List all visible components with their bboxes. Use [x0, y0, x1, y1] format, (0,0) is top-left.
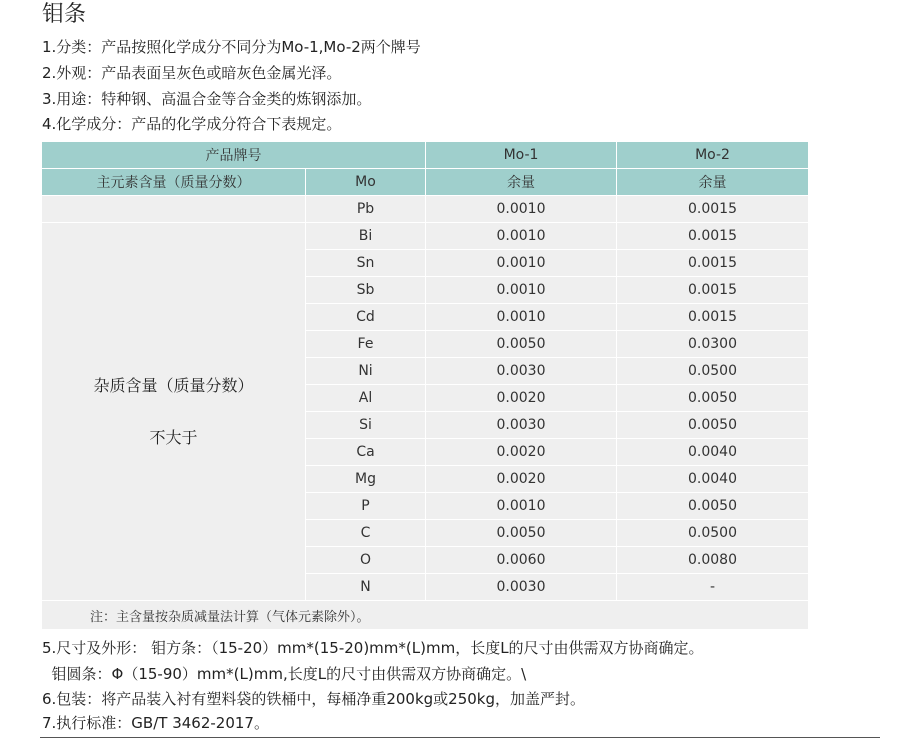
outro-line-dimensions: 5.尺寸及外形： 钼方条：（15-20）mm*(15-20)mm*(L)mm，长度L的尺寸由供需双方协商确定。	[42, 639, 704, 657]
mo1-value-cell: 0.0050	[426, 520, 617, 547]
table-row	[42, 196, 809, 223]
outro-line-packaging: 6.包装：将产品装入衬有塑料袋的铁桶中，每桶净重200kg或250kg，加盖严封。	[42, 690, 585, 708]
table-row	[42, 223, 809, 250]
element-cell: Pb	[306, 196, 426, 223]
impurity-label: 杂质含量（质量分数）	[93, 375, 254, 395]
element-cell: Sb	[306, 277, 426, 304]
mo2-value-cell: -	[617, 574, 809, 601]
intro-line-appearance: 2.外观：产品表面呈灰色或暗灰色金属光泽。	[42, 64, 342, 82]
mo2-value-cell: 0.0015	[617, 250, 809, 277]
mo1-value-cell: 0.0010	[426, 223, 617, 250]
mo2-value-cell: 0.0040	[617, 466, 809, 493]
header-grade-mo1: Mo-1	[426, 142, 617, 169]
table-note: 注：主含量按杂质减量法计算（气体元素除外）。	[42, 601, 809, 630]
mo1-value-cell: 0.0030	[426, 358, 617, 385]
mo2-value-cell: 0.0050	[617, 412, 809, 439]
mo2-value-cell: 0.0080	[617, 547, 809, 574]
outro-line-standard: 7.执行标准：GB/T 3462-2017。	[42, 714, 269, 732]
bottom-divider	[40, 737, 880, 738]
mo2-value-cell: 0.0500	[617, 358, 809, 385]
mo1-value-cell: 0.0010	[426, 493, 617, 520]
element-cell: N	[306, 574, 426, 601]
impurity-label-cell	[42, 223, 306, 601]
main-element-mo1: 余量	[426, 169, 617, 196]
mo2-value-cell: 0.0300	[617, 331, 809, 358]
element-cell: Sn	[306, 250, 426, 277]
element-cell: P	[306, 493, 426, 520]
header-brand-cell: 产品牌号	[42, 142, 426, 169]
element-cell: Cd	[306, 304, 426, 331]
impurity-not-greater-than: 不大于	[149, 427, 198, 447]
mo2-value-cell: 0.0015	[617, 223, 809, 250]
mo1-value-cell: 0.0010	[426, 277, 617, 304]
page-title: 钼条	[42, 2, 87, 27]
element-cell: Ni	[306, 358, 426, 385]
header-grade-mo2: Mo-2	[617, 142, 809, 169]
element-cell: Fe	[306, 331, 426, 358]
element-cell: Si	[306, 412, 426, 439]
main-element-symbol: Mo	[306, 169, 426, 196]
mo2-value-cell: 0.0015	[617, 277, 809, 304]
mo1-value-cell: 0.0030	[426, 412, 617, 439]
mo2-value-cell: 0.0015	[617, 196, 809, 223]
mo2-value-cell: 0.0040	[617, 439, 809, 466]
mo1-value-cell: 0.0020	[426, 439, 617, 466]
mo1-value-cell: 0.0020	[426, 466, 617, 493]
table-header-row	[42, 142, 809, 169]
element-cell: Ca	[306, 439, 426, 466]
mo1-value-cell: 0.0010	[426, 250, 617, 277]
mo1-value-cell: 0.0020	[426, 385, 617, 412]
mo1-value-cell: 0.0030	[426, 574, 617, 601]
main-element-mo2: 余量	[617, 169, 809, 196]
table-note-row	[42, 601, 809, 630]
mo1-value-cell: 0.0050	[426, 331, 617, 358]
outro-line-round-bar: 钼圆条：Φ（15-90）mm*(L)mm,长度L的尺寸由供需双方协商确定。\	[42, 665, 527, 683]
mo1-value-cell: 0.0010	[426, 304, 617, 331]
main-element-row	[42, 169, 809, 196]
main-element-label: 主元素含量（质量分数）	[42, 169, 306, 196]
element-cell: Al	[306, 385, 426, 412]
element-cell: Mg	[306, 466, 426, 493]
intro-line-composition: 4.化学成分：产品的化学成分符合下表规定。	[42, 115, 342, 133]
intro-line-usage: 3.用途：特种钢、高温合金等合金类的炼钢添加。	[42, 90, 372, 108]
mo2-value-cell: 0.0050	[617, 493, 809, 520]
mo2-value-cell: 0.0050	[617, 385, 809, 412]
element-cell: Bi	[306, 223, 426, 250]
element-cell: C	[306, 520, 426, 547]
mo2-value-cell: 0.0015	[617, 304, 809, 331]
intro-line-classification: 1.分类：产品按照化学成分不同分为Mo-1,Mo-2两个牌号	[42, 38, 421, 56]
blank-label-cell	[42, 196, 306, 223]
element-cell: O	[306, 547, 426, 574]
chemical-composition-table	[41, 141, 809, 630]
mo2-value-cell: 0.0500	[617, 520, 809, 547]
mo1-value-cell: 0.0060	[426, 547, 617, 574]
mo1-value-cell: 0.0010	[426, 196, 617, 223]
